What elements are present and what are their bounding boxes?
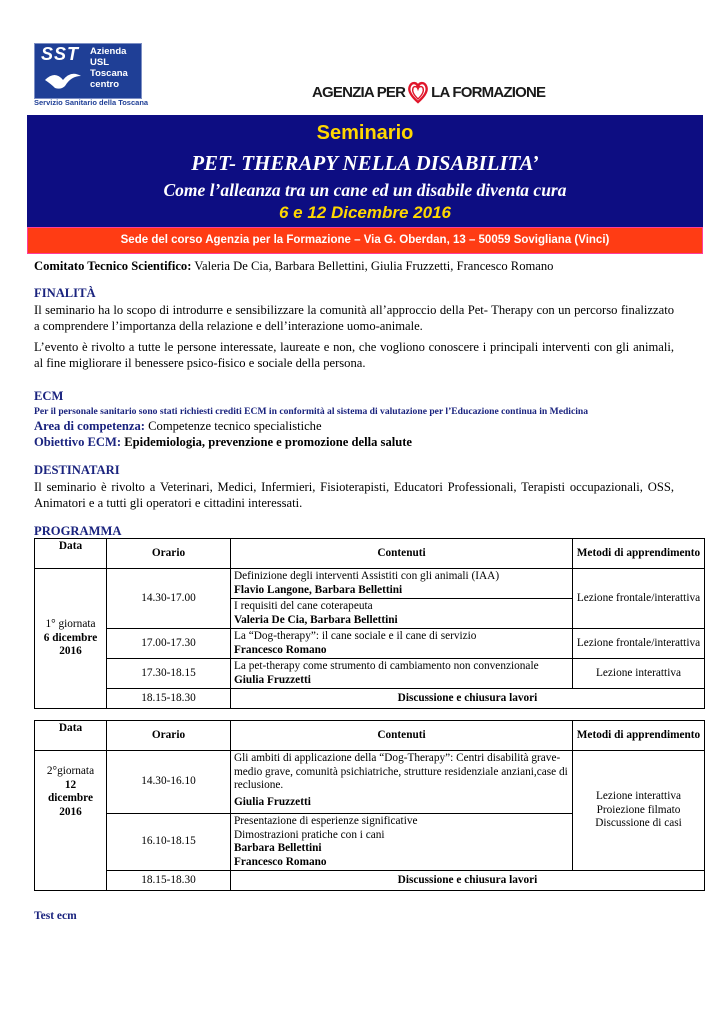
day-label: 2°giornata	[46, 765, 95, 777]
sst-line: centro	[90, 79, 120, 90]
table-row	[35, 689, 705, 709]
content-text: Gli ambiti di applicazione della “Dog-Therapy”: Centri disabilità grave-medio grave, comunità psichiatriche, strutture residenziale anziani,case di reclusione.	[234, 752, 568, 791]
closing-cell: Discussione e chiusura lavori	[231, 689, 705, 709]
content-speaker: Giulia Fruzzetti	[234, 673, 311, 686]
program-table-day1	[34, 538, 705, 709]
sst-line: USL	[90, 57, 109, 68]
area-value: Competenze tecnico specialistiche	[144, 419, 322, 433]
finalita-paragraph-1: Il seminario ha lo scopo di introdurre e sensibilizzare la comunità all’approccio della Pet- Therapy con un percorso finalizzato a comprendere l’importanza della relazione e dell’interazione uomo-animale.	[34, 303, 674, 333]
method-line: Proiezione filmato	[596, 803, 681, 816]
content-speaker: Flavio Langone, Barbara Bellettini	[234, 583, 403, 596]
header-metodi: Metodi di apprendimento	[573, 721, 705, 751]
method-cell: Lezione frontale/interattiva	[573, 629, 705, 659]
area-label: Area di competenza:	[34, 419, 145, 433]
method-cell: Lezione interattiva	[573, 659, 705, 689]
table-header-row	[35, 539, 705, 569]
content-cell	[231, 569, 573, 599]
content-text: La “Dog-therapy”: il cane sociale e il cane di servizio	[234, 630, 477, 642]
day-date: 6 dicembre 2016	[43, 631, 98, 658]
content-speaker: Giulia Fruzzetti	[234, 795, 311, 808]
header-orario: Orario	[107, 721, 231, 751]
banner-title: PET- THERAPY NELLA DISABILITA’	[191, 151, 539, 175]
method-cell: Lezione frontale/interattiva	[573, 569, 705, 629]
content-speaker: Francesco Romano	[234, 643, 327, 656]
day-cell	[35, 751, 107, 891]
time-cell: 14.30-16.10	[107, 751, 231, 814]
content-text: Presentazione di esperienze significative	[234, 815, 418, 827]
sst-logo-box	[34, 43, 142, 99]
obiettivo-ecm	[34, 434, 674, 450]
content-speaker: Valeria De Cia, Barbara Bellettini	[234, 613, 398, 626]
day-num: 12	[64, 778, 77, 791]
content-cell	[231, 599, 573, 629]
content-cell	[231, 629, 573, 659]
content-text: La pet-therapy come strumento di cambiamento non convenzionale	[234, 660, 539, 672]
finalita-paragraph-2: L’evento è rivolto a tutte le persone interessate, laureate e non, che vogliono conoscere i principali interventi con gli animali, al fine migliorare il benessere psico-fisico e sociale della persona.	[34, 340, 674, 370]
content-text: I requisiti del cane coterapeuta	[234, 600, 373, 612]
comitato-names: Valeria De Cia, Barbara Bellettini, Giulia Fruzzetti, Francesco Romano	[191, 259, 554, 273]
header-data: Data	[35, 539, 107, 569]
table-row	[35, 569, 705, 599]
agenzia-logo-left: AGENZIA PER	[312, 83, 406, 101]
day-cell	[35, 569, 107, 709]
agenzia-logo	[312, 78, 545, 106]
time-cell: 18.15-18.30	[107, 689, 231, 709]
method-line: Discussione di casi	[595, 817, 682, 830]
day-year: 2016	[59, 805, 82, 818]
time-cell: 17.00-17.30	[107, 629, 231, 659]
time-cell: 16.10-18.15	[107, 814, 231, 871]
time-cell: 17.30-18.15	[107, 659, 231, 689]
banner-subtitle: Come l’alleanza tra un cane ed un disabile diventa cura	[163, 180, 567, 200]
table-row	[35, 659, 705, 689]
closing-cell: Discussione e chiusura lavori	[231, 871, 705, 891]
test-ecm: Test ecm	[34, 910, 77, 922]
table-row	[35, 871, 705, 891]
table-row	[35, 629, 705, 659]
venue-bar: Sede del corso Agenzia per la Formazione – Via G. Oberdan, 13 – 50059 Sovigliana (Vinci)	[27, 227, 703, 254]
header-contenuti: Contenuti	[231, 539, 573, 569]
method-line: Lezione interattiva	[596, 790, 681, 803]
finalita-heading: FINALITÀ	[34, 286, 96, 300]
method-cell	[573, 751, 705, 871]
title-banner	[27, 115, 703, 227]
obiettivo-value: Epidemiologia, prevenzione e promozione della salute	[121, 435, 413, 449]
header-metodi: Metodi di apprendimento	[573, 539, 705, 569]
ecm-note: Per il personale sanitario sono stati richiesti crediti ECM in conformità al sistema di valutazione per l’Educazione continua in Medicina	[34, 406, 589, 417]
day-label: 1° giornata	[45, 618, 96, 631]
sst-logo	[34, 43, 149, 107]
agenzia-logo-right: LA FORMAZIONE	[431, 83, 546, 101]
content-text: Definizione degli interventi Assistiti con gli animali (IAA)	[234, 570, 500, 582]
banner-date: 6 e 12 Dicembre 2016	[278, 203, 451, 222]
day-month: dicembre	[48, 792, 93, 804]
content-cell	[231, 814, 573, 871]
programma-heading: PROGRAMMA	[34, 524, 122, 538]
heart-icon	[407, 80, 429, 104]
sst-line: Toscana	[90, 68, 128, 79]
content-cell	[231, 751, 573, 814]
ecm-heading: ECM	[34, 389, 64, 403]
program-table-day2	[34, 720, 705, 891]
header-contenuti: Contenuti	[231, 721, 573, 751]
seagull-icon	[43, 66, 83, 94]
table-row	[35, 751, 705, 814]
content-speaker: Francesco Romano	[234, 855, 327, 868]
sst-line: Azienda	[90, 46, 127, 57]
time-cell: 18.15-18.30	[107, 871, 231, 891]
content-speaker: Barbara Bellettini	[234, 842, 322, 854]
sst-lines	[90, 46, 128, 90]
header-data: Data	[35, 721, 107, 751]
comitato-line	[34, 258, 674, 274]
obiettivo-label: Obiettivo ECM:	[34, 435, 122, 449]
banner-seminario: Seminario	[316, 122, 414, 144]
content-text: Dimostrazioni pratiche con i cani	[234, 828, 385, 841]
time-cell: 14.30-17.00	[107, 569, 231, 629]
header-orario: Orario	[107, 539, 231, 569]
sst-letters: SST	[41, 44, 80, 64]
area-competenza	[34, 418, 674, 434]
destinatari-heading: DESTINATARI	[34, 463, 120, 477]
comitato-label: Comitato Tecnico Scientifico:	[34, 259, 192, 273]
sst-caption: Servizio Sanitario della Toscana	[34, 98, 149, 107]
destinatari-text: Il seminario è rivolto a Veterinari, Medici, Infermieri, Fisioterapisti, Educatori Professionali, Terapisti occupazionali, OSS, Animatori e a tutti gli operatori e cittadini interessati.	[34, 480, 674, 510]
table-header-row	[35, 721, 705, 751]
content-cell	[231, 659, 573, 689]
